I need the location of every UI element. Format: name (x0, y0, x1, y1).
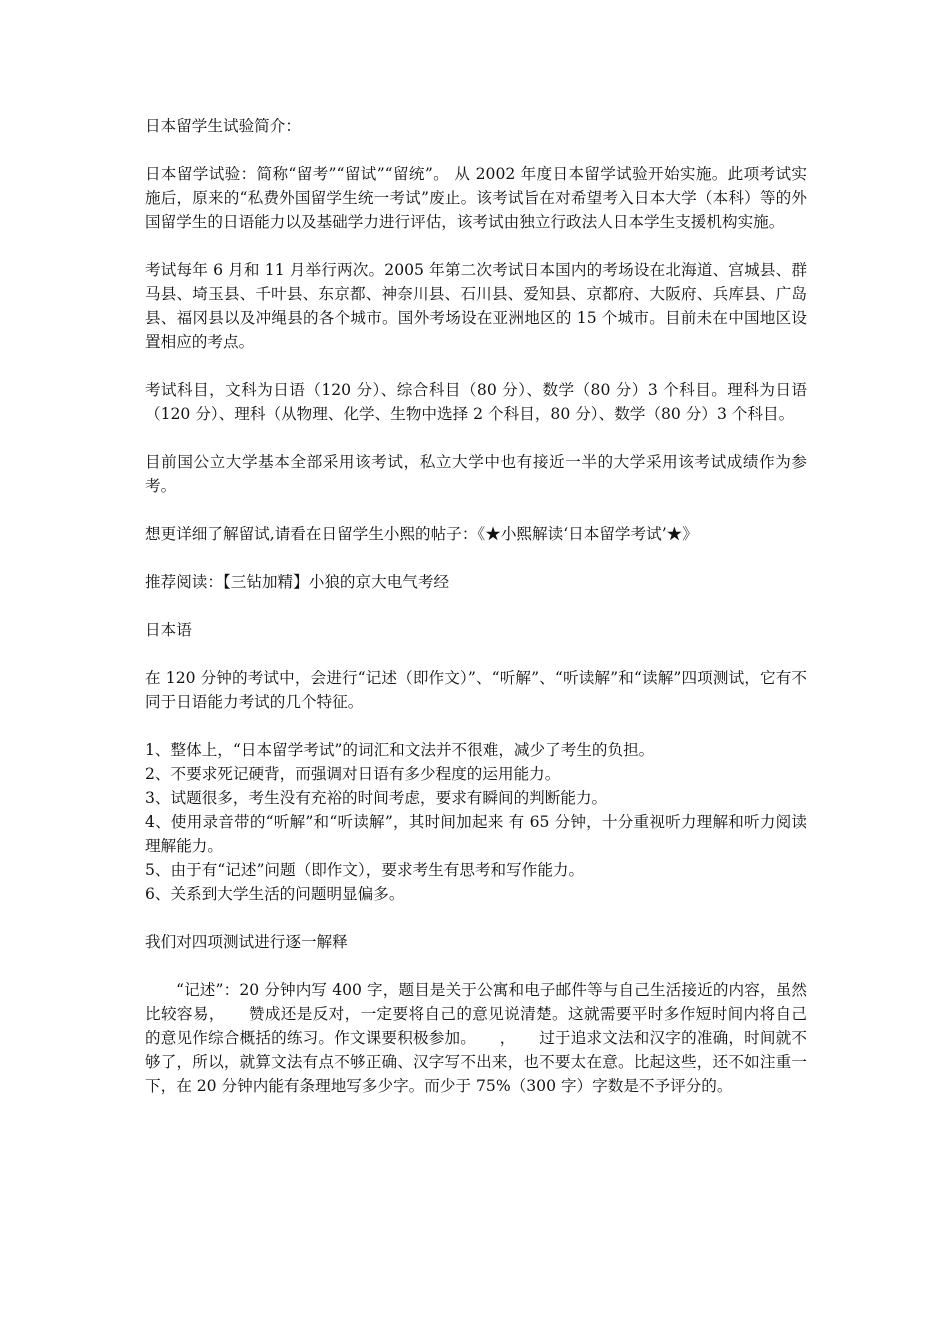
feature-item-5: 5、由于有“记述”问题（即作文），要求考生有思考和写作能力。 (145, 861, 585, 879)
feature-item-1: 1、整体上，“日本留学考试”的词汇和文法并不很难，减少了考生的负担。 (145, 741, 655, 759)
feature-item-4: 4、使用录音带的“听解”和“听读解”，其时间加起来 有 65 分钟，十分重视听力理解和听力阅读理解能力。 (145, 813, 807, 855)
feature-item-2: 2、不要求死记硬背，而强调对日语有多少程度的运用能力。 (145, 765, 561, 783)
essay-paragraph: “记述”：20 分钟内写 400 字，题目是关于公寓和电子邮件等与自己生活接近的内容，虽然比较容易， 赞成还是反对，一定要将自己的意见说清楚。这就需要平时多作短时间内将自己的意见作综合概括的练习。作文课要积极参加。 ， 过于追求文法和汉字的准确，时间就不够了，所以，就算文法有点不够正确、汉字写不出来，也不要太在意。比起这些，还不如注重一下，在 20 分钟内能有条理地写多少字。而少于 75%（300 字）字数是不予评分的。 (145, 981, 807, 1095)
explain-section-heading: 我们对四项测试进行逐一解释 (145, 933, 348, 951)
intro-paragraph: 日本留学试验：简称“留考”“留试”“留统”。 从 2002 年度日本留学试验开始实施。此项考试实施后，原来的“私费外国留学生统一考试”废止。该考试旨在对希望考入日本大学（本科）等的外国留学生的日语能力以及基础学力进行评估，该考试由独立行政法人日本学生支援机构实施。 (145, 165, 807, 231)
subjects-paragraph: 考试科目，文科为日语（120 分）、综合科目（80 分）、数学（80 分）3 个科目。理科为日语（120 分）、理科（从物理、化学、生物中选择 2 个科目，80 分）、数学（80 分）3 个科目。 (145, 381, 807, 423)
feature-item-6: 6、关系到大学生活的问题明显偏多。 (145, 885, 405, 903)
feature-item-3: 3、试题很多，考生没有充裕的时间考虑，要求有瞬间的判断能力。 (145, 789, 608, 807)
document-page (145, 114, 807, 1098)
adoption-paragraph: 目前国公立大学基本全部采用该考试，私立大学中也有接近一半的大学采用该考试成绩作为参考。 (145, 453, 807, 495)
recommend-link[interactable]: 推荐阅读：【三钻加精】小狼的京大电气考经 (145, 573, 450, 591)
schedule-paragraph: 考试每年 6 月和 11 月举行两次。2005 年第二次考试日本国内的考场设在北海道、宫城县、群马县、埼玉县、千叶县、东京都、神奈川县、石川县、爱知县、京都府、大阪府、兵库县、广岛县、福冈县以及冲绳县的各个城市。国外考场设在亚洲地区的 15 个城市。目前未在中国地区设置相应的考点。 (145, 261, 807, 351)
japanese-section-heading: 日本语 (145, 621, 192, 639)
page-title: 日本留学生试验简介： (145, 117, 301, 135)
japanese-intro-paragraph: 在 120 分钟的考试中，会进行“记述（即作文）”、“听解”、“听读解”和“读解”四项测试，它有不同于日语能力考试的几个特征。 (145, 669, 807, 711)
more-info-link[interactable]: 想更详细了解留试,请看在日留学生小熙的帖子：《★小熙解读‘日本留学考试’★》 (145, 525, 698, 543)
